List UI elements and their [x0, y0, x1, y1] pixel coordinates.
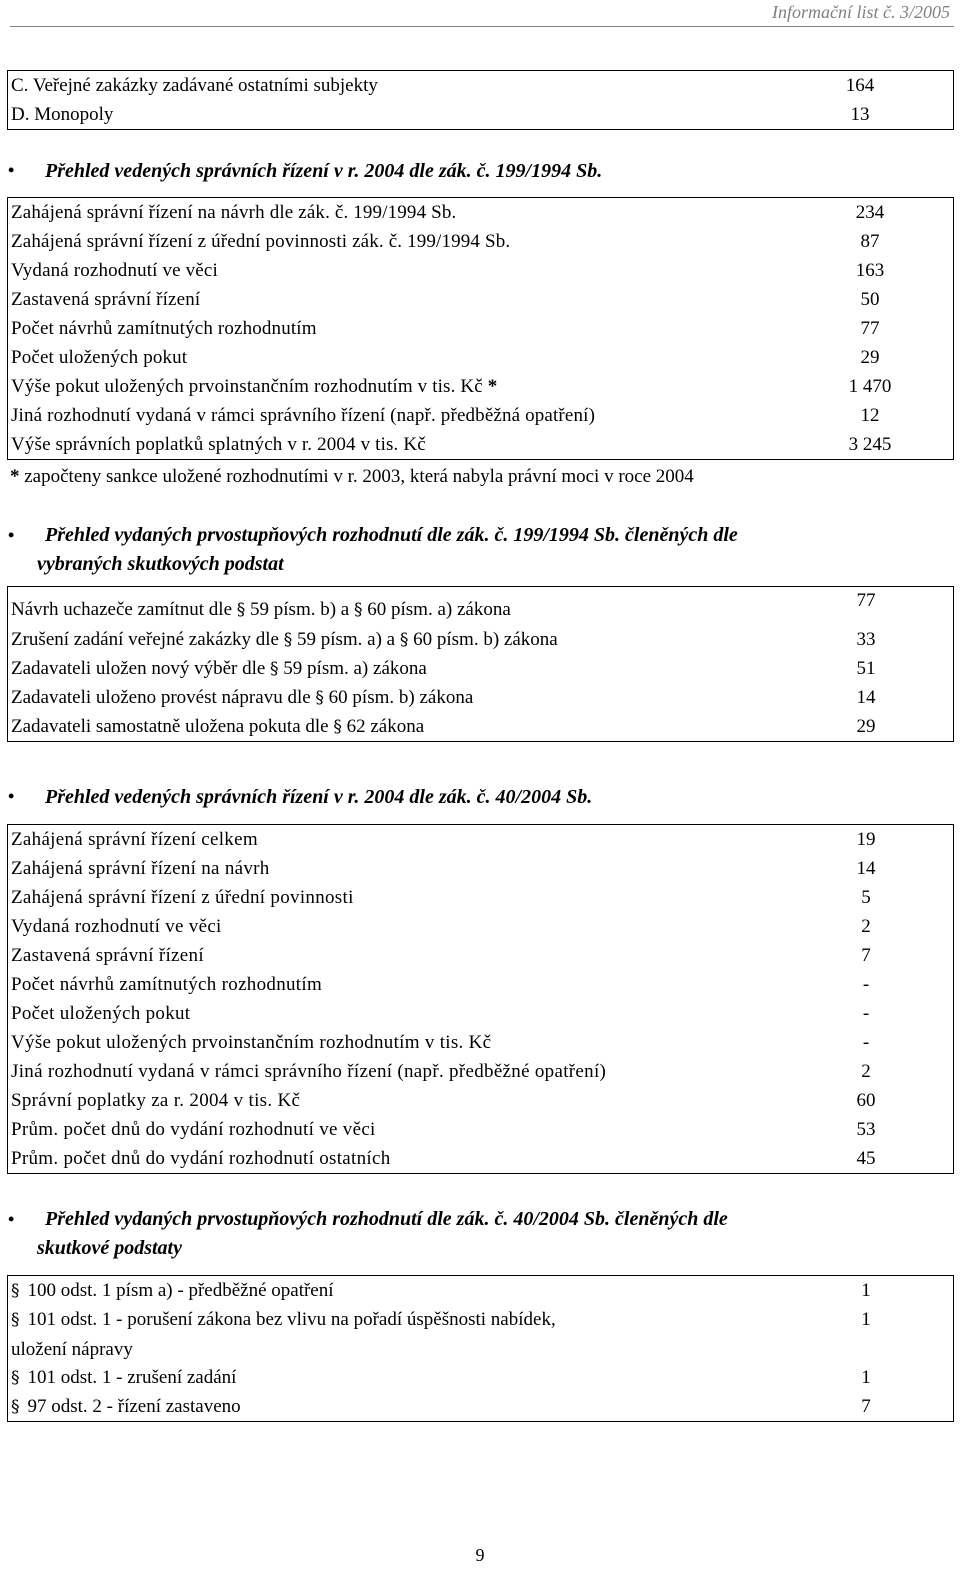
row-value: 3 245 — [848, 434, 892, 455]
table-row — [8, 825, 953, 854]
table-row — [8, 343, 953, 372]
section-sign: § — [333, 717, 342, 737]
row-value: 234 — [855, 202, 885, 223]
row-label: Počet návrhů zamítnutých rozhodnutím — [11, 318, 317, 339]
row-label: Počet návrhů zamítnutých rozhodnutím — [11, 974, 323, 995]
bullet-icon: • — [8, 160, 15, 180]
row-label: D. Monopoly — [11, 104, 114, 125]
page-number: 9 — [475, 1545, 485, 1565]
row-label: Vydaná rozhodnutí ve věci — [11, 260, 218, 281]
row-value: 45 — [856, 1148, 876, 1169]
table-row — [8, 1305, 953, 1363]
table-row — [8, 883, 953, 912]
heading-text: Přehled vedených správních řízení v r. 2004 dle zák. č. 199/1994 Sb. — [45, 160, 603, 182]
table-proceedings-40 — [7, 824, 954, 1174]
section-sign: § — [236, 600, 246, 620]
row-label: Zahájená správní řízení celkem — [11, 829, 258, 850]
row-value: 14 — [856, 687, 876, 708]
row-value: 87 — [860, 231, 880, 252]
table-row — [8, 100, 953, 129]
row-value: 1 — [861, 1367, 871, 1388]
table-row — [8, 683, 953, 712]
section-sign: § — [11, 1397, 20, 1417]
row-value: 29 — [856, 716, 876, 737]
table-row — [8, 256, 953, 285]
footnote-mark: * — [487, 376, 498, 397]
table-row — [8, 854, 953, 883]
row-label: Výše pokut uložených prvoinstančním rozhodnutím v tis. Kč — [11, 1032, 492, 1053]
row-label: Jiná rozhodnutí vydaná v rámci správního řízení (např. předběžné opatření) — [11, 1061, 607, 1082]
heading-text-line1: Přehled vydaných prvostupňových rozhodnutí dle zák. č. 199/1994 Sb. členěných dle — [45, 524, 738, 546]
row-label: Zahájená správní řízení z úřední povinnosti zák. č. 199/1994 Sb. — [11, 231, 511, 252]
running-header: Informační list č. 3/2005 — [772, 2, 950, 22]
row-label: Zrušení zadání veřejné zakázky dle § 59 písm. a) a § 60 písm. b) zákona — [11, 629, 558, 650]
table-row — [8, 227, 953, 256]
table-row — [8, 587, 953, 625]
row-value: 29 — [860, 347, 880, 368]
bullet-icon: • — [8, 786, 15, 806]
row-value: 13 — [850, 104, 870, 125]
row-value: 164 — [845, 75, 875, 96]
bullet-icon: • — [8, 1209, 15, 1229]
footnote-text: započteny sankce uložené rozhodnutími v r. 2003, která nabyla právní moci v roce 2004 — [19, 466, 694, 487]
table-row — [8, 430, 953, 459]
row-value: 2 — [861, 916, 871, 937]
row-value: 1 — [861, 1309, 871, 1330]
row-label: § 100 odst. 1 písm a) - předběžné opatření — [11, 1280, 334, 1301]
row-value: 1 — [861, 1280, 871, 1301]
row-value: 2 — [861, 1061, 871, 1082]
table-row — [8, 654, 953, 683]
heading-text: Přehled vedených správních řízení v r. 2004 dle zák. č. 40/2004 Sb. — [45, 786, 593, 808]
row-label: Počet uložených pokut — [11, 1003, 191, 1024]
table-row — [8, 625, 953, 654]
row-value: 163 — [855, 260, 885, 281]
row-label: Zadavateli samostatně uložena pokuta dle § 62 zákona — [11, 716, 425, 737]
table-decisions-199 — [7, 586, 954, 742]
table-proceedings-199 — [7, 197, 954, 460]
row-value: 77 — [856, 590, 876, 611]
row-label: Vydaná rozhodnutí ve věci — [11, 916, 222, 937]
row-label: Prům. počet dnů do vydání rozhodnutí ostatních — [11, 1148, 391, 1169]
row-value: 19 — [856, 829, 876, 850]
table-row — [8, 1028, 953, 1057]
section-sign: § — [11, 1310, 20, 1330]
table-row — [8, 1115, 953, 1144]
section-sign: § — [315, 688, 324, 708]
row-label-with-note — [11, 372, 497, 401]
table-row — [8, 999, 953, 1028]
row-label: § 101 odst. 1 - zrušení zadání — [11, 1367, 237, 1388]
table-row — [8, 912, 953, 941]
footnote — [10, 466, 694, 488]
row-value: 14 — [856, 858, 876, 879]
row-label: Výše správních poplatků splatných v r. 2004 v tis. Kč — [11, 434, 426, 455]
table-row — [8, 1276, 953, 1305]
row-label: § 97 odst. 2 - řízení zastaveno — [11, 1396, 241, 1417]
section-sign: § — [11, 1368, 20, 1388]
table-row — [8, 401, 953, 430]
section-sign: § — [399, 630, 409, 650]
table-row — [8, 285, 953, 314]
row-label: Zadavateli uložen nový výběr dle § 59 písm. a) zákona — [11, 658, 427, 679]
section-sign: § — [270, 659, 279, 679]
table-row — [8, 1363, 953, 1392]
row-label: Výše pokut uložených prvoinstančním rozhodnutím v tis. Kč — [11, 376, 483, 397]
row-label: Zahájená správní řízení z úřední povinnosti — [11, 887, 354, 908]
section-sign: § — [283, 630, 293, 650]
header-divider — [10, 26, 954, 27]
row-value: - — [862, 974, 870, 995]
table-row — [8, 941, 953, 970]
heading-text-line2: skutkové podstaty — [37, 1237, 182, 1259]
table-row — [8, 1057, 953, 1086]
table-row — [8, 314, 953, 343]
row-value: - — [862, 1032, 870, 1053]
table-row — [8, 1144, 953, 1173]
row-label: Zastavená správní řízení — [11, 945, 204, 966]
table-row — [8, 970, 953, 999]
heading-text-line2: vybraných skutkových podstat — [37, 553, 284, 575]
row-label: Počet uložených pokut — [11, 347, 188, 368]
row-label: § 101 odst. 1 - porušení zákona bez vlivu na pořadí úspěšnosti nabídek, uložení nápravy — [11, 1309, 556, 1360]
table-row — [8, 71, 953, 100]
table-row — [8, 372, 953, 401]
row-value: 53 — [856, 1119, 876, 1140]
row-label: Prům. počet dnů do vydání rozhodnutí ve věci — [11, 1119, 376, 1140]
row-value: 77 — [860, 318, 880, 339]
table-top — [7, 70, 954, 130]
row-value: 5 — [861, 887, 871, 908]
row-value: 12 — [860, 405, 880, 426]
row-label: Zastavená správní řízení — [11, 289, 201, 310]
section-sign: § — [354, 600, 363, 620]
row-label: Zadavateli uloženo provést nápravu dle § 60 písm. b) zákona — [11, 687, 474, 708]
row-value: 60 — [856, 1090, 876, 1111]
table-decisions-40 — [7, 1275, 954, 1422]
row-label: Návrh uchazeče zamítnut dle § 59 písm. b) a § 60 písm. a) zákona — [11, 599, 511, 620]
footnote-mark: * — [10, 466, 20, 487]
row-value: 50 — [860, 289, 880, 310]
row-label: Zahájená správní řízení na návrh — [11, 858, 270, 879]
bullet-icon: • — [8, 525, 15, 545]
row-label: C. Veřejné zakázky zadávané ostatními subjekty — [11, 75, 378, 96]
row-value: 33 — [856, 629, 876, 650]
row-value: 7 — [861, 945, 871, 966]
section-sign: § — [11, 1281, 20, 1301]
row-value: 1 470 — [848, 376, 892, 397]
row-label: Správní poplatky za r. 2004 v tis. Kč — [11, 1090, 301, 1111]
table-row — [8, 1086, 953, 1115]
row-value: 51 — [856, 658, 876, 679]
table-row — [8, 1392, 953, 1421]
table-row — [8, 198, 953, 227]
row-label: Jiná rozhodnutí vydaná v rámci správního řízení (např. předběžná opatření) — [11, 405, 596, 426]
heading-text-line1: Přehled vydaných prvostupňových rozhodnutí dle zák. č. 40/2004 Sb. členěných dle — [45, 1208, 728, 1230]
row-value: - — [862, 1003, 870, 1024]
row-label: Zahájená správní řízení na návrh dle zák. č. 199/1994 Sb. — [11, 202, 457, 223]
table-row — [8, 712, 953, 741]
row-value: 7 — [861, 1396, 871, 1417]
